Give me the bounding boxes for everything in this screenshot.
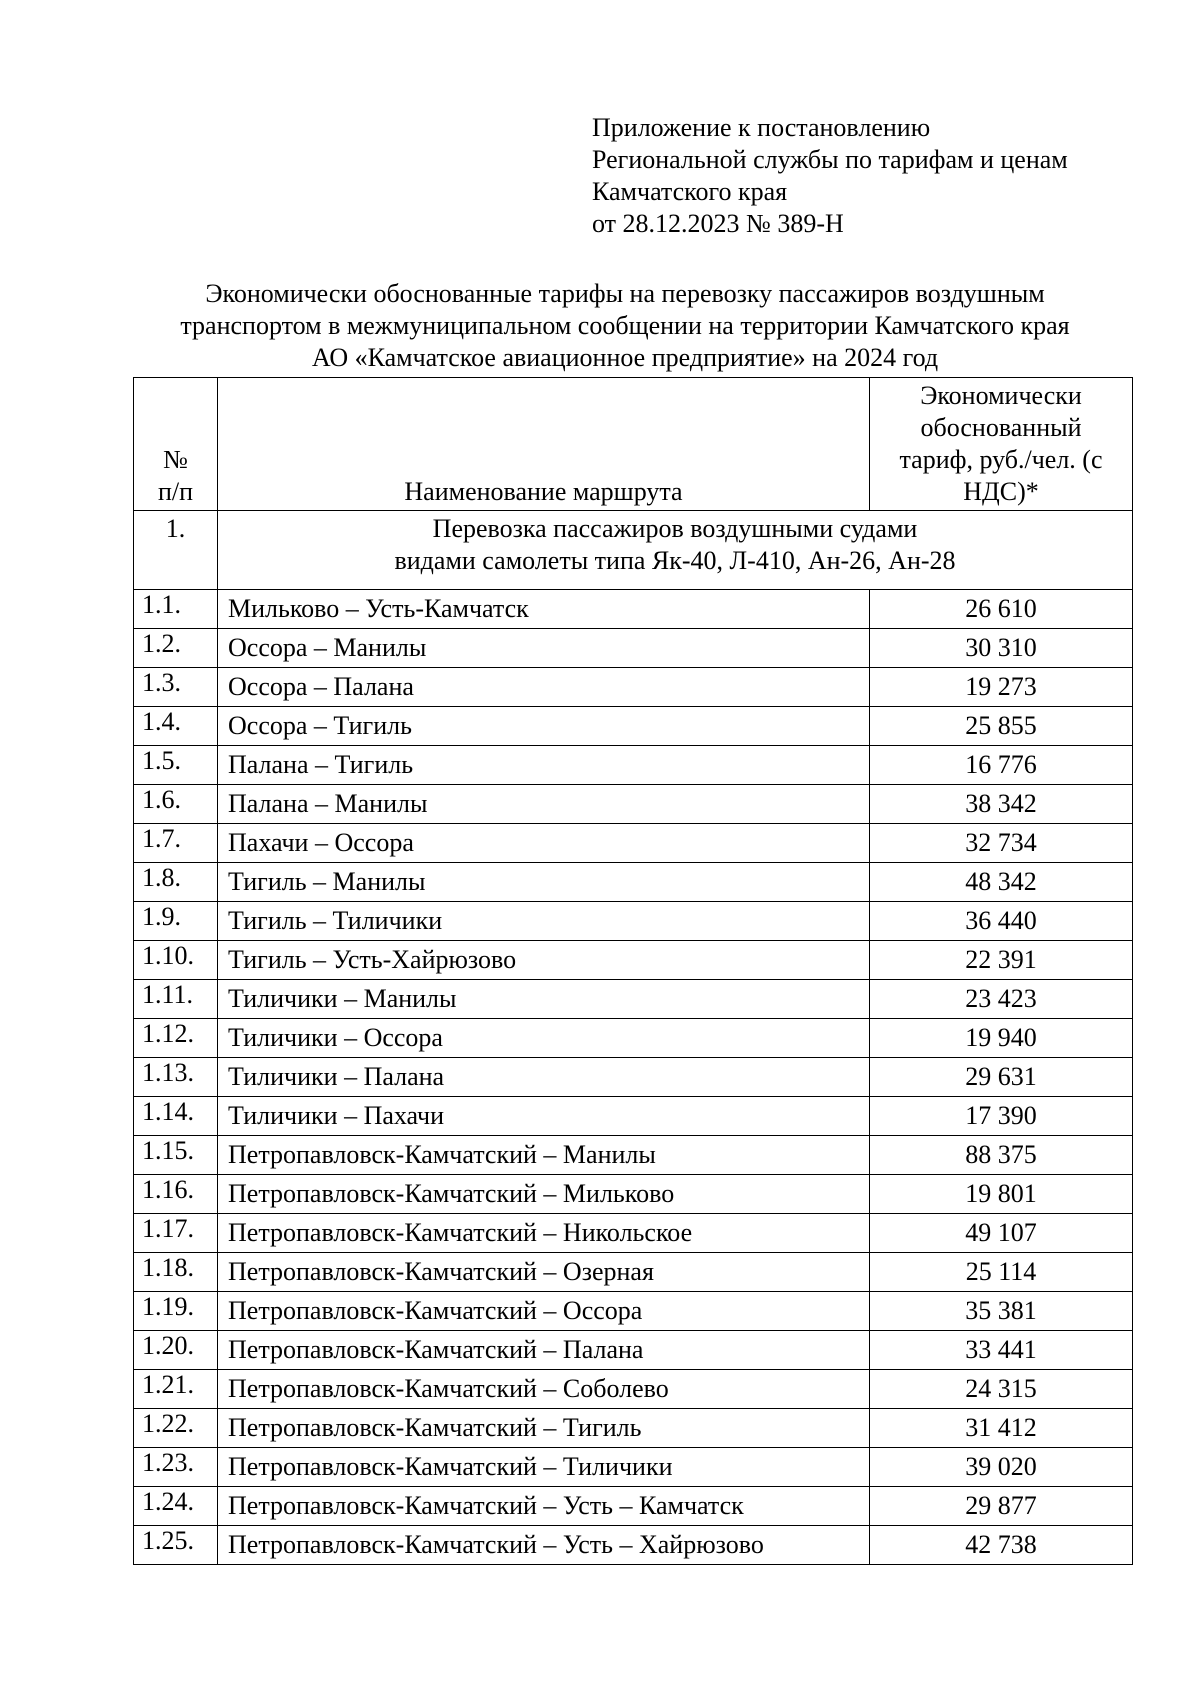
- table-header-row: [134, 378, 1133, 511]
- table-row: [134, 1487, 1133, 1526]
- header-tariff-line: НДС)*: [963, 477, 1039, 506]
- section-title-line: видами самолеты типа Як-40, Л-410, Ан-26, Ан-28: [394, 546, 956, 575]
- tariff-value: 39 020: [870, 1448, 1133, 1487]
- route-name: Петропавловск-Камчатский – Озерная: [218, 1253, 870, 1292]
- row-number: 1.18.: [134, 1253, 218, 1292]
- tariff-value: 33 441: [870, 1331, 1133, 1370]
- route-name: Палана – Тигиль: [218, 746, 870, 785]
- table-row: [134, 1136, 1133, 1175]
- row-number: 1.11.: [134, 980, 218, 1019]
- section-number: 1.: [134, 511, 218, 590]
- table-row: [134, 1370, 1133, 1409]
- header-number: [134, 378, 218, 511]
- route-name: Мильково – Усть-Камчатск: [218, 590, 870, 629]
- appendix-line: Камчатского края: [592, 177, 788, 206]
- table-row: [134, 1448, 1133, 1487]
- route-name: Петропавловск-Камчатский – Палана: [218, 1331, 870, 1370]
- row-number: 1.24.: [134, 1487, 218, 1526]
- tariff-value: 30 310: [870, 629, 1133, 668]
- table-row: [134, 1253, 1133, 1292]
- table-row: [134, 902, 1133, 941]
- title-line: АО «Камчатское авиационное предприятие» на 2024 год: [311, 343, 939, 372]
- appendix-block: [592, 112, 1068, 240]
- title-line: транспортом в межмуниципальном сообщении на территории Камчатского края: [180, 311, 1070, 340]
- tariff-value: 32 734: [870, 824, 1133, 863]
- route-name: Палана – Манилы: [218, 785, 870, 824]
- tariff-value: 19 940: [870, 1019, 1133, 1058]
- route-name: Тиличики – Пахачи: [218, 1097, 870, 1136]
- tariff-value: 19 801: [870, 1175, 1133, 1214]
- row-number: 1.15.: [134, 1136, 218, 1175]
- section-row: [134, 511, 1133, 590]
- tariff-value: 49 107: [870, 1214, 1133, 1253]
- route-name: Тигиль – Тиличики: [218, 902, 870, 941]
- table-row: [134, 1175, 1133, 1214]
- row-number: 1.12.: [134, 1019, 218, 1058]
- row-number: 1.4.: [134, 707, 218, 746]
- route-name: Тигиль – Усть-Хайрюзово: [218, 941, 870, 980]
- tariff-table: [133, 377, 1133, 1565]
- tariff-value: 35 381: [870, 1292, 1133, 1331]
- route-name: Петропавловск-Камчатский – Мильково: [218, 1175, 870, 1214]
- row-number: 1.3.: [134, 668, 218, 707]
- route-name: Петропавловск-Камчатский – Манилы: [218, 1136, 870, 1175]
- table-row: [134, 746, 1133, 785]
- header-tariff-line: Экономически: [920, 381, 1082, 410]
- row-number: 1.1.: [134, 590, 218, 629]
- route-name: Оссора – Палана: [218, 668, 870, 707]
- table-row: [134, 1292, 1133, 1331]
- route-name: Тиличики – Оссора: [218, 1019, 870, 1058]
- table-row: [134, 1058, 1133, 1097]
- tariff-value: 16 776: [870, 746, 1133, 785]
- row-number: 1.21.: [134, 1370, 218, 1409]
- table-row: [134, 1097, 1133, 1136]
- table-row: [134, 785, 1133, 824]
- table-row: [134, 668, 1133, 707]
- table-row: [134, 629, 1133, 668]
- route-name: Петропавловск-Камчатский – Соболево: [218, 1370, 870, 1409]
- route-name: Пахачи – Оссора: [218, 824, 870, 863]
- row-number: 1.2.: [134, 629, 218, 668]
- route-name: Петропавловск-Камчатский – Усть – Камчатск: [218, 1487, 870, 1526]
- tariff-value: 88 375: [870, 1136, 1133, 1175]
- route-name: Оссора – Манилы: [218, 629, 870, 668]
- table-row: [134, 707, 1133, 746]
- tariff-value: 29 631: [870, 1058, 1133, 1097]
- section-title: [218, 511, 1133, 590]
- tariff-value: 24 315: [870, 1370, 1133, 1409]
- table-row: [134, 1526, 1133, 1565]
- header-tariff-line: тариф, руб./чел. (с: [899, 445, 1103, 474]
- row-number: 1.22.: [134, 1409, 218, 1448]
- tariff-value: 25 114: [870, 1253, 1133, 1292]
- row-number: 1.20.: [134, 1331, 218, 1370]
- section-title-line: Перевозка пассажиров воздушными судами: [432, 514, 918, 543]
- tariff-value: 36 440: [870, 902, 1133, 941]
- tariff-value: 17 390: [870, 1097, 1133, 1136]
- appendix-line: Региональной службы по тарифам и ценам: [592, 145, 1068, 174]
- tariff-value: 26 610: [870, 590, 1133, 629]
- tariff-value: 23 423: [870, 980, 1133, 1019]
- row-number: 1.8.: [134, 863, 218, 902]
- route-name: Тиличики – Палана: [218, 1058, 870, 1097]
- route-name: Оссора – Тигиль: [218, 707, 870, 746]
- header-number-abbr: п/п: [157, 477, 194, 506]
- route-name: Петропавловск-Камчатский – Тиличики: [218, 1448, 870, 1487]
- header-route: Наименование маршрута: [218, 378, 870, 511]
- table-row: [134, 1409, 1133, 1448]
- row-number: 1.7.: [134, 824, 218, 863]
- row-number: 1.6.: [134, 785, 218, 824]
- tariff-value: 19 273: [870, 668, 1133, 707]
- row-number: 1.23.: [134, 1448, 218, 1487]
- header-number-sign: №: [163, 445, 188, 474]
- table-row: [134, 980, 1133, 1019]
- row-number: 1.13.: [134, 1058, 218, 1097]
- row-number: 1.17.: [134, 1214, 218, 1253]
- table-row: [134, 863, 1133, 902]
- tariff-value: 48 342: [870, 863, 1133, 902]
- table-row: [134, 1214, 1133, 1253]
- header-tariff-line: обоснованный: [920, 413, 1082, 442]
- row-number: 1.9.: [134, 902, 218, 941]
- row-number: 1.14.: [134, 1097, 218, 1136]
- route-name: Тиличики – Манилы: [218, 980, 870, 1019]
- tariff-value: 31 412: [870, 1409, 1133, 1448]
- route-name: Тигиль – Манилы: [218, 863, 870, 902]
- appendix-date-line: от 28.12.2023 № 389-Н: [592, 209, 844, 238]
- route-name: Петропавловск-Камчатский – Оссора: [218, 1292, 870, 1331]
- title-line: Экономически обоснованные тарифы на перевозку пассажиров воздушным: [205, 279, 1045, 308]
- tariff-value: 22 391: [870, 941, 1133, 980]
- appendix-line: Приложение к постановлению: [592, 113, 931, 142]
- row-number: 1.16.: [134, 1175, 218, 1214]
- table-row: [134, 590, 1133, 629]
- tariff-value: 25 855: [870, 707, 1133, 746]
- table-row: [134, 824, 1133, 863]
- tariff-value: 42 738: [870, 1526, 1133, 1565]
- header-tariff: [870, 378, 1133, 511]
- row-number: 1.5.: [134, 746, 218, 785]
- row-number: 1.10.: [134, 941, 218, 980]
- route-name: Петропавловск-Камчатский – Никольское: [218, 1214, 870, 1253]
- table-row: [134, 941, 1133, 980]
- row-number: 1.25.: [134, 1526, 218, 1565]
- table-row: [134, 1331, 1133, 1370]
- tariff-value: 38 342: [870, 785, 1133, 824]
- tariff-value: 29 877: [870, 1487, 1133, 1526]
- row-number: 1.19.: [134, 1292, 218, 1331]
- route-name: Петропавловск-Камчатский – Тигиль: [218, 1409, 870, 1448]
- route-name: Петропавловск-Камчатский – Усть – Хайрюзово: [218, 1526, 870, 1565]
- table-row: [134, 1019, 1133, 1058]
- document-title: [120, 278, 1130, 374]
